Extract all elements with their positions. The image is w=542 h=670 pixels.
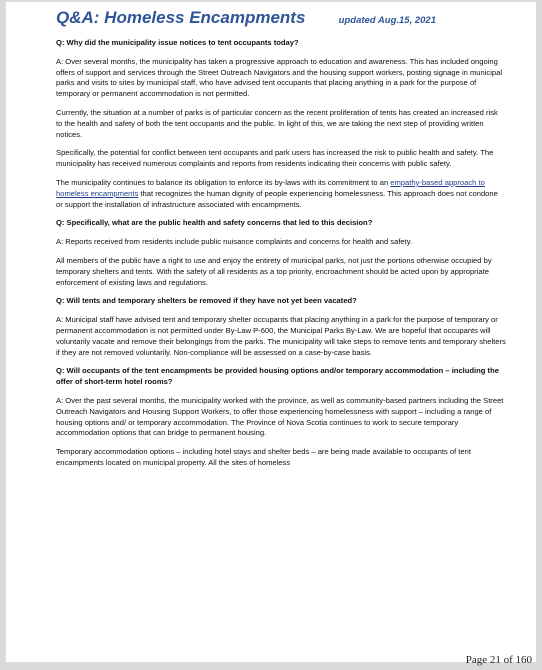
answer-2-paragraph-1: A: Reports received from residents include public nuisance complaints and concerns for health and safety. bbox=[56, 237, 413, 247]
answer-3-paragraph-1: A: Municipal staff have advised tent and temporary shelter occupants that placing anything in a park for the purpose of temporary or permanent accommodation is not permitted under By-Law P-600, the Municipal Parks By-Law. We are hopeful that occupants will voluntarily vacate and remove their belongings from the parks. The municipality will take steps to remove tents and temporary shelters if they are not removed voluntarily. Non-compliance will be assessed on a case-by-case basis. bbox=[56, 315, 506, 357]
question-1: Q: Why did the municipality issue notices to tent occupants today? bbox=[56, 38, 299, 47]
document-page bbox=[6, 2, 536, 662]
answer-2-paragraph-2: All members of the public have a right to use and enjoy the entirety of municipal parks, not just the portions otherwise occupied by temporary shelters and tents. With the safety of all residents as a top priority, encroachment should be acted upon by appropriate enforcement of existing laws and regulations. bbox=[56, 255, 492, 287]
answer-1-paragraph-4 bbox=[56, 178, 506, 210]
page-number: Page 21 of 160 bbox=[465, 654, 532, 666]
answer-1-paragraph-3: Specifically, the potential for conflict between tent occupants and park users has increased the risk to public health and safety. The municipality has received numerous complaints and reports from residents indicating their concerns with public safety. bbox=[56, 148, 494, 169]
question-2: Q: Specifically, what are the public health and safety concerns that led to this decision? bbox=[56, 218, 373, 228]
updated-date: updated Aug.15, 2021 bbox=[338, 15, 436, 26]
answer-4-paragraph-2: Temporary accommodation options – including hotel stays and shelter beds – are being made available to occupants of tent encampments located on municipal property. All the sites of homeless bbox=[56, 447, 471, 467]
question-3: Q: Will tents and temporary shelters be removed if they have not yet been vacated? bbox=[56, 296, 357, 306]
answer-4-paragraph-1: A: Over the past several months, the municipality worked with the province, as well as community-based partners including the Street Outreach Navigators and Housing Support Workers, to offer those experiencing homelessness with support – including a range of housing options and/ or temporary accommodation. The Province of Nova Scotia continues to work to secure temporary accommodation options that can bridge to permanent housing. bbox=[56, 395, 504, 438]
empathy-approach-link[interactable]: empathy-based approach to homeless encampments bbox=[56, 177, 485, 198]
page-header bbox=[56, 8, 506, 28]
answer-1-paragraph-2: Currently, the situation at a number of parks is of particular concern as the recent proliferation of tents has created an increased risk to the health and safety of both the tent occupants and the public. In light of this, we are taking the next step of providing written notices. bbox=[56, 107, 498, 139]
page-title: Q&A: Homeless Encampments bbox=[56, 8, 306, 27]
answer-1-paragraph-4-text-start: The municipality continues to balance its obligation to enforce its by-laws with its commitment to an bbox=[56, 177, 391, 187]
question-4: Q: Will occupants of the tent encampments be provided housing options and/or temporary accommodation – including the offer of short-term hotel rooms? bbox=[56, 366, 499, 387]
answer-1-paragraph-4-text-end: that recognizes the human dignity of people experiencing homelessness. This approach does not condone or support the installation of infrastructure associated with encampments. bbox=[56, 188, 498, 209]
answer-1-paragraph-1: A: Over several months, the municipality has taken a progressive approach to education and awareness. This has included ongoing offers of support and services through the Street Outreach Navigators and the housing support workers, posting signage in municipal parks and visits to sites by municipal staff, who have advised tent occupants that placing anything in a park for the purpose of temporary or permanent accommodation is not permitted. bbox=[56, 56, 503, 99]
